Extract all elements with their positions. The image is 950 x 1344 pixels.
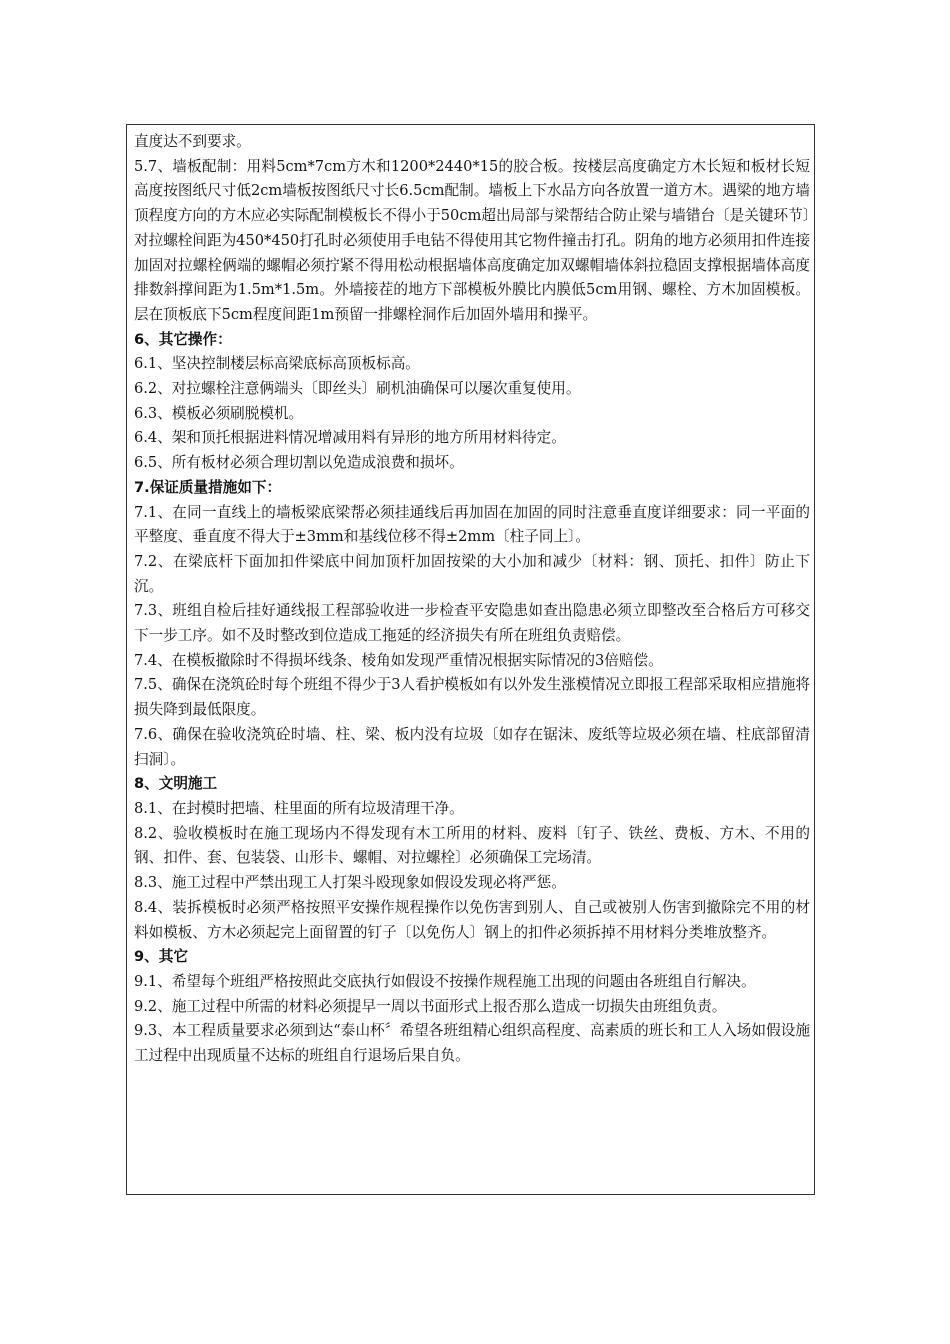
paragraph: 7.6、确保在验收浇筑砼时墙、柱、梁、板内没有垃圾〔如存在锯沫、废纸等垃圾必须在墙、柱底部留清扫洞〕。 <box>134 725 810 768</box>
paragraph: 5.7、墙板配制：用料5cm*7cm方木和1200*2440*15的胶合板。按楼层高度确定方木长短和板材长短高度按图纸尺寸低2cm墙板按图纸尺寸长6.5cm配制。墙板上下水品方向各放置一道方木。遇梁的地方墙顶程度方向的方木应必实际配制模板长不得小于50cm超出局部与梁帮结合防止梁与墙错台〔是关键环节〕对拉螺栓间距为450*450打孔时必须使用手电钻不得使用其它物件撞击打孔。阴角的地方必须用扣件连接加固对拉螺栓俩端的螺帽必须拧紧不得用松动根据墙体高度确定加双螺帽墙体斜拉稳固支撑根据墙体高度排数斜撑间距为1.5m*1.5m。外墙接茬的地方下部模板外膜比内膜低5cm用钢、螺栓、方木加固模板。层在顶板底下5cm程度间距1m预留一排螺栓洞作后加固外墙用和操平。 <box>134 157 810 323</box>
paragraph: 8.1、在封模时把墙、柱里面的所有垃圾清理干净。 <box>134 799 464 817</box>
paragraph: 6.1、坚决控制楼层标高梁底标高顶板标高。 <box>134 355 420 373</box>
paragraph: 8.4、装拆模板时必须严格按照平安操作规程操作以免伤害到别人、自己或被别人伤害到撤除完不用的材料如模板、方木必须起完上面留置的钉子〔以免伤人〕钢上的扣件必须拆掉不用材料分类堆放整齐。 <box>134 898 810 941</box>
paragraph: 6.4、架和顶托根据进料情况增减用料有异形的地方所用材料待定。 <box>134 429 566 447</box>
paragraph: 直度达不到要求。 <box>134 133 251 150</box>
paragraph: 7.2、在梁底杆下面加扣件梁底中间加顶杆加固按梁的大小加和减少〔材料：钢、顶托、扣件〕防止下沉。 <box>134 552 810 595</box>
section-heading: 7.保证质量措施如下： <box>134 478 282 496</box>
paragraph: 8.3、施工过程中严禁出现工人打架斗殴现象如假设发现必将严惩。 <box>134 874 566 892</box>
paragraph: 7.5、确保在浇筑砼时每个班组不得少于3人看护模板如有以外发生涨模情况立即报工程部采取相应措施将损失降到最低限度。 <box>134 676 810 719</box>
paragraph: 9.3、本工程质量要求必须到达“泰山杯〞希望各班组精心组织高程度、高素质的班长和工人入场如假设施工过程中出现质量不达标的班组自行退场后果自负。 <box>134 1022 810 1065</box>
paragraph: 6.3、模板必须刷脱模机。 <box>134 404 304 422</box>
paragraph: 7.4、在模板撤除时不得损坏线条、棱角如发现严重情况根据实际情况的3倍赔偿。 <box>134 651 663 669</box>
paragraph: 9.1、希望每个班组严格按照此交底执行如假设不按操作规程施工出现的问题由各班组自行解决。 <box>134 972 756 990</box>
section-heading: 6、其它操作： <box>134 330 232 348</box>
paragraph: 7.3、班组自检后挂好通线报工程部验收进一步检查平安隐患如查出隐患必须立即整改至合格后方可移交下一步工序。如不及时整改到位造成工拖延的经济损失有所在班组负责赔偿。 <box>134 602 810 645</box>
paragraph: 6.2、对拉螺栓注意俩端头〔即丝头〕刷机油确保可以屡次重复使用。 <box>134 380 581 398</box>
section-heading: 8、文明施工 <box>134 775 218 793</box>
paragraph: 7.1、在同一直线上的墙板梁底梁帮必须挂通线后再加固在加固的同时注意垂直度详细要求：同一平面的平整度、垂直度不得大于±3mm和基线位移不得±2mm〔柱子同上〕。 <box>134 503 810 546</box>
section-heading: 9、其它 <box>134 948 188 966</box>
paragraph: 6.5、所有板材必须合理切割以免造成浪费和损坏。 <box>134 454 464 472</box>
paragraph: 9.2、施工过程中所需的材料必须提早一周以书面形式上报否那么造成一切损失由班组负责。 <box>134 997 727 1015</box>
document-body <box>134 130 810 1069</box>
paragraph: 8.2、验收模板时在施工现场内不得发现有木工所用的材料、废料〔钉子、铁丝、费板、方木、不用的钢、扣件、套、包装袋、山形卡、螺帽、对拉螺栓〕必须确保工完场清。 <box>134 824 810 867</box>
